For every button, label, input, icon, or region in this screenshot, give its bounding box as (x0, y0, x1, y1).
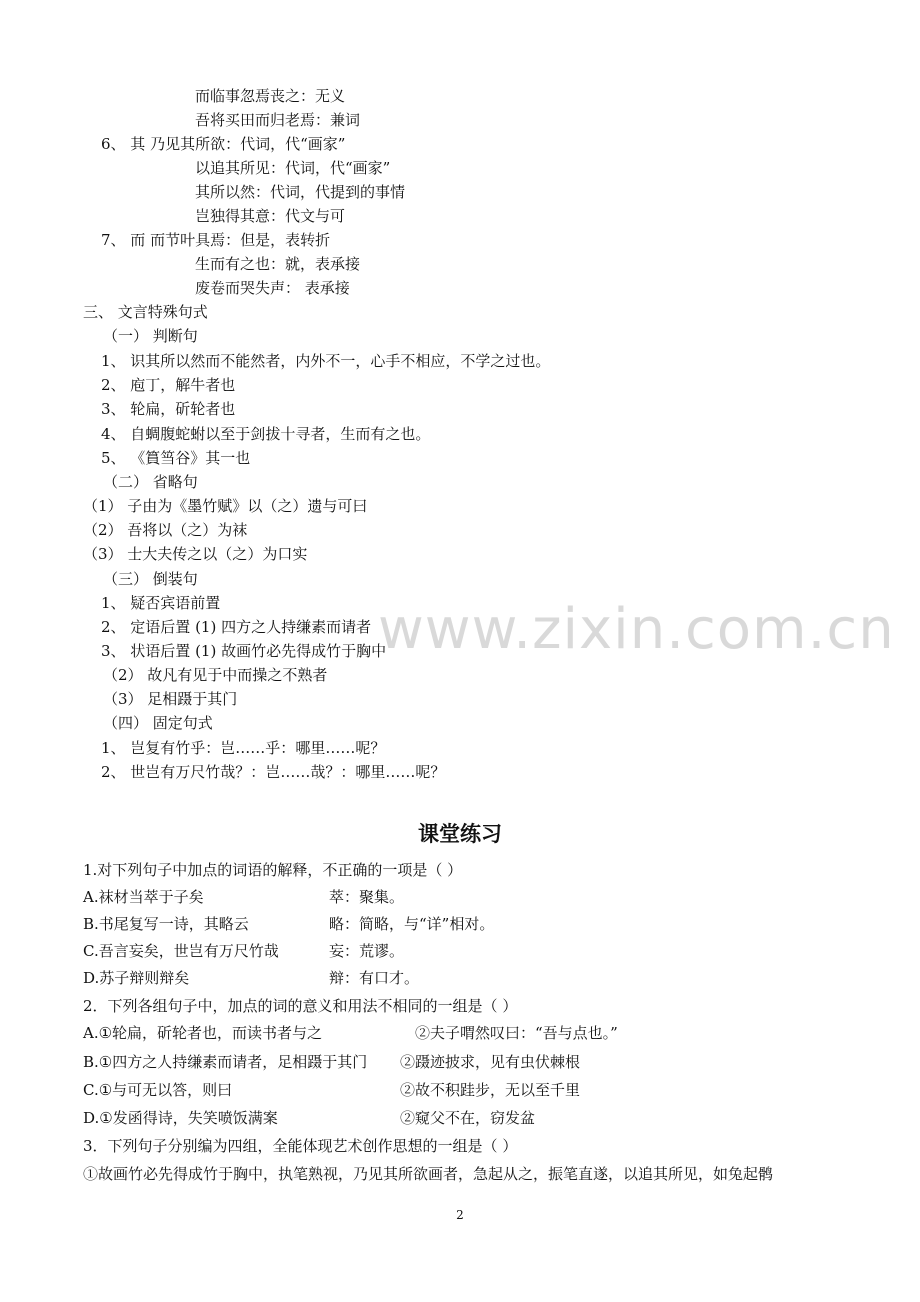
text-line: （2） 故凡有见于中而操之不熟者 (103, 666, 328, 684)
text-line: （2） 吾将以（之）为袜 (83, 521, 248, 539)
exercise-line: ②蹑迹披求，见有虫伏棘根 (400, 1053, 581, 1071)
section-title: 课堂练习 (418, 822, 502, 846)
exercise-line: ②故不积跬步，无以至千里 (400, 1081, 581, 1099)
text-line: 3、 状语后置 (1) 故画竹必先得成竹于胸中 (101, 642, 387, 660)
exercise-line: A.①轮扁，斫轮者也，而读书者与之 (83, 1024, 323, 1042)
text-line: （3） 士大夫传之以（之）为口实 (83, 545, 308, 563)
text-line: 1、 岂复有竹乎：岂……乎：哪里……呢？ (101, 739, 386, 757)
exercise-line: 2．下列各组句子中，加点的词的意义和用法不相同的一组是（ ） (83, 997, 518, 1015)
text-line: 三、 文言特殊句式 (83, 303, 208, 321)
text-line: 2、 世岂有万尺竹哉？：岂……哉？：哪里……呢？ (101, 763, 446, 781)
exercise-line: ②夫子喟然叹曰：“吾与点也。” (415, 1024, 618, 1042)
text-line: 吾将买田而归老焉：兼词 (195, 111, 361, 129)
exercise-line: D.①发函得诗，失笑喷饭满案 (83, 1109, 278, 1127)
text-line: 1、 疑否宾语前置 (101, 594, 221, 612)
text-line: 其所以然：代词，代提到的事情 (195, 183, 406, 201)
exercise-line: A.袜材当萃于子矣 (83, 888, 204, 906)
text-line: 5、 《篔筜谷》其一也 (101, 449, 251, 467)
exercise-line: 3．下列句子分别编为四组，全能体现艺术创作思想的一组是（ ） (83, 1137, 518, 1155)
exercise-line: D.苏子辩则辩矣 (83, 969, 190, 987)
exercise-line: B.书尾复写一诗，其略云 (83, 915, 249, 933)
text-line: 6、 其 乃见其所欲：代词，代“画家” (101, 135, 346, 153)
text-line: 岂独得其意：代文与可 (195, 207, 346, 225)
text-line: 2、 庖丁，解牛者也 (101, 376, 236, 394)
text-line: 7、 而 而节叶具焉：但是，表转折 (101, 231, 331, 249)
page-number: 2 (456, 1208, 464, 1222)
text-line: （一） 判断句 (103, 327, 198, 345)
text-line: 生而有之也：就，表承接 (195, 255, 361, 273)
exercise-line: 辩：有口才。 (329, 969, 420, 987)
exercise-line: ①故画竹必先得成竹于胸中，执笔熟视，乃见其所欲画者，急起从之，振笔直遂，以追其所见，如兔起鹘 (83, 1165, 774, 1183)
exercise-line: 萃：聚集。 (329, 888, 405, 906)
text-line: 废卷而哭失声： 表承接 (195, 279, 350, 297)
text-line: 1、 识其所以然而不能然者，内外不一，心手不相应，不学之过也。 (101, 352, 551, 370)
watermark-text: www.zixin.com.cn (378, 597, 895, 662)
text-line: 以追其所见：代词，代“画家” (195, 159, 391, 177)
exercise-line: B.①四方之人持缣素而请者，足相蹑于其门 (83, 1053, 368, 1071)
text-line: （二） 省略句 (103, 473, 198, 491)
text-line: （3） 足相蹑于其门 (103, 690, 238, 708)
text-line: 2、 定语后置 (1) 四方之人持缣素而请者 (101, 618, 372, 636)
text-line: 而临事忽焉丧之：无义 (195, 87, 346, 105)
text-line: 4、 自蜩腹蛇蚹以至于剑拔十寻者，生而有之也。 (101, 425, 431, 443)
exercise-line: 略：简略，与“详”相对。 (329, 915, 495, 933)
exercise-line: 妄：荒谬。 (329, 942, 405, 960)
exercise-line: ②窥父不在，窃发盆 (400, 1109, 536, 1127)
text-line: 3、 轮扁，斫轮者也 (101, 400, 236, 418)
text-line: （三） 倒装句 (103, 570, 198, 588)
text-line: （1） 子由为《墨竹赋》以（之）遗与可曰 (83, 497, 368, 515)
exercise-line: C.吾言妄矣，世岂有万尺竹哉 (83, 942, 279, 960)
exercise-line: C.①与可无以答，则曰 (83, 1081, 233, 1099)
text-line: （四） 固定句式 (103, 714, 213, 732)
exercise-line: 1.对下列句子中加点的词语的解释，不正确的一项是（ ） (83, 861, 463, 879)
